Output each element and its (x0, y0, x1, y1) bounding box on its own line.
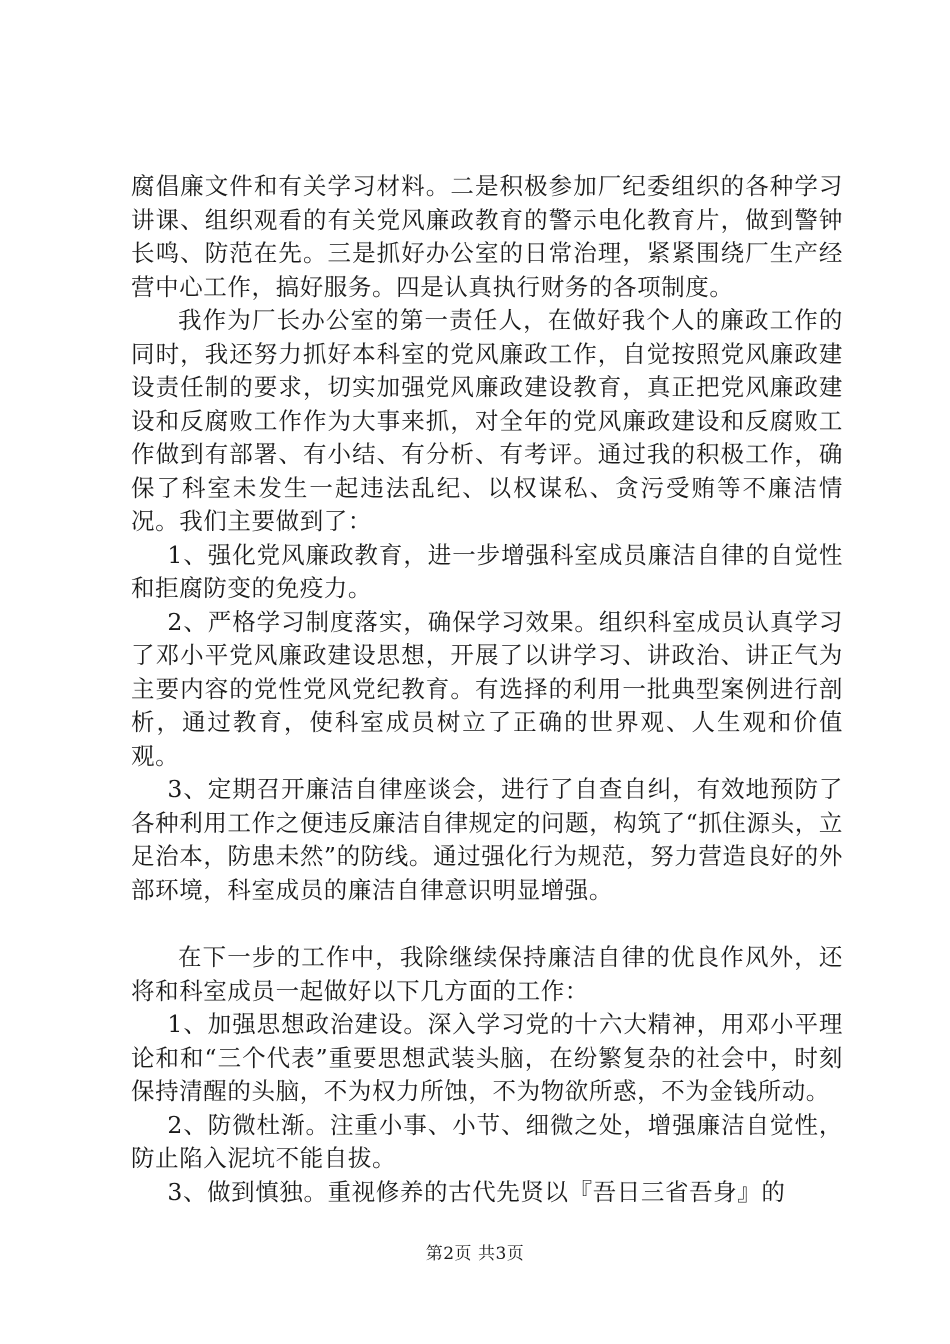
paragraph-gap (131, 907, 843, 941)
document-body (131, 170, 843, 1209)
list-item-education: 1、强化党风廉政教育，进一步增强科室成员廉洁自律的自觉性和拒腐防变的免疫力。 (131, 540, 843, 602)
paragraph-next-steps: 在下一步的工作中，我除继续保持廉洁自律的优良作风外，还将和科室成员一起做好以下几方面的工作： (131, 943, 843, 1005)
list-item-study-system: 2、严格学习制度落实，确保学习效果。组织科室成员认真学习了邓小平党风廉政建设思想，开展了以讲学习、讲政治、讲正气为主要内容的党性党风党纪教育。有选择的利用一批典型案例进行剖析，通过教育，使科室成员树立了正确的世界观、人生观和价值观。 (131, 607, 843, 770)
list-item-meetings: 3、定期召开廉洁自律座谈会，进行了自查自纠，有效地预防了各种利用工作之便违反廉洁自律规定的问题，构筑了“抓住源头，立足治本，防患未然”的防线。通过强化行为规范，努力营造良好的外部环境，科室成员的廉洁自律意识明显增强。 (131, 775, 843, 904)
list-item-political: 1、加强思想政治建设。深入学习党的十六大精神，用邓小平理论和和“三个代表”重要思想武装头脑，在纷繁复杂的社会中，时刻保持清醒的头脑，不为权力所蚀，不为物欲所惑，不为金钱所动。 (131, 1010, 843, 1105)
list-item-prevention: 2、防微杜渐。注重小事、小节、细微之处，增强廉洁自觉性，防止陷入泥坑不能自拔。 (131, 1110, 843, 1172)
page-number: 第2页 共3页 (425, 1244, 525, 1264)
list-item-self-discipline: 3、做到慎独。重视修养的古代先贤以『吾日三省吾身』的 (167, 1177, 786, 1206)
paragraph-continuation: 腐倡廉文件和有关学习材料。二是积极参加厂纪委组织的各种学习讲课、组织观看的有关党风廉政教育的警示电化教育片，做到警钟长鸣、防范在先。三是抓好办公室的日常治理，紧紧围绕厂生产经营中心工作，搞好服务。四是认真执行财务的各项制度。 (131, 172, 843, 301)
paragraph-responsibility: 我作为厂长办公室的第一责任人，在做好我个人的廉政工作的同时，我还努力抓好本科室的党风廉政工作，自觉按照党风廉政建设责任制的要求，切实加强党风廉政建设教育，真正把党风廉政建设和反腐败工作作为大事来抓，对全年的党风廉政建设和反腐败工作做到有部署、有小结、有分析、有考评。通过我的积极工作，确保了科室未发生一起违法乱纪、以权谋私、贪污受贿等不廉洁情况。我们主要做到了： (131, 306, 843, 535)
